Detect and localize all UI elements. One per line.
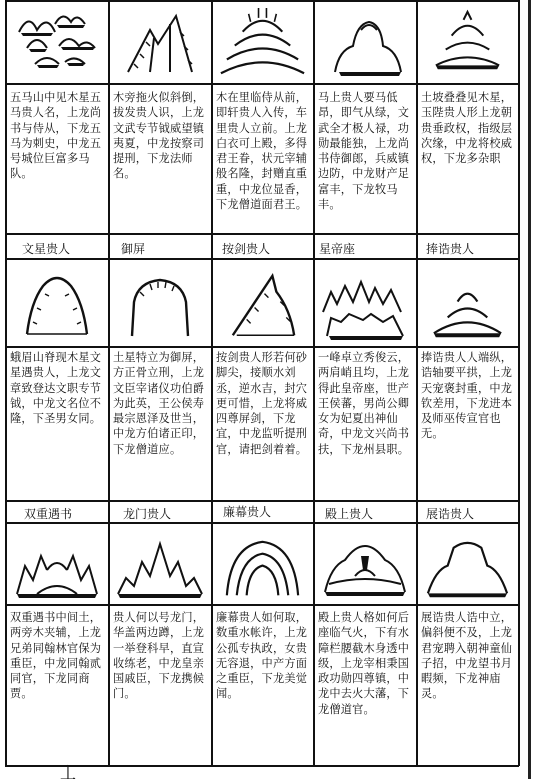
mountain-icon-wood-tiers bbox=[213, 2, 312, 82]
col-line-5 bbox=[518, 0, 520, 766]
row1-col4-text: 马上贵人要马低昂，即气从绿，文武全才极人禄，功勋最能独，上龙尚书侍御郎，兵威镇边防，中龙财产足富丰，下龙牧马丰。 bbox=[318, 91, 410, 212]
row3-col3-text: 廉幕贵人如何取，数重水帐许，上龙公孤专执政，女贵无容退，中产方面之重臣，下龙美觉闻。 bbox=[216, 611, 308, 701]
label-zhan-gao: 展诰贵人 bbox=[426, 507, 475, 521]
row2-col3-text: 按剑贵人形若何砂脚尖，接顺水刘丞，逆水吉，封穴更可惜，上龙将威四尊屏剑，下龙宜，中龙监听提刑官，请把剑着着。 bbox=[216, 351, 308, 456]
mountain-icon-wen-xing bbox=[7, 262, 107, 344]
mountain-icon-layered-slope bbox=[418, 2, 517, 82]
mountain-icon-lian-mu bbox=[213, 526, 312, 602]
row1-bottom-line bbox=[5, 233, 519, 235]
row3-col4-text: 殿上贵人格如何后座临气火，下有水障栏腰截木身透中级，上龙宰相秉国政功勋四尊镇，中龙中去火大藩，下龙僧道官。 bbox=[318, 611, 410, 716]
row1-image-text-divider bbox=[5, 83, 519, 85]
mountain-icon-long-men bbox=[110, 526, 210, 602]
frame-bottom-line bbox=[5, 765, 519, 767]
label-shuang-chong: 双重遇书 bbox=[24, 507, 73, 521]
mountain-icon-an-jian bbox=[213, 262, 312, 344]
label-peng-gao: 捧诰贵人 bbox=[426, 242, 475, 256]
page-edge-line bbox=[528, 0, 531, 779]
label-an-jian: 按剑贵人 bbox=[222, 242, 271, 256]
mountain-icon-shuang-chong bbox=[7, 526, 107, 602]
row2-col2-text: 土星特立为御屏，方正骨立刑，上龙文臣宰诸仪功伯爵为此英，王公侯寿最宗恩泽及世当，中龙方伯诸正印，下龙僧道应。 bbox=[113, 351, 205, 456]
row2-col5-text: 捧诰贵人人端纵，诰轴要平拱，上龙天宠褒封重，中龙钦差用，下龙进本及师巫传宣官也无。 bbox=[421, 351, 513, 441]
row3-col2-text: 贵人何以号龙门，华盖两边蹲，上龙一举登科早，直宣收练老，中龙皇亲国戚臣，下龙携候门。 bbox=[113, 611, 205, 701]
row2-bottom-line bbox=[5, 500, 519, 502]
row1-col1-text: 五马山中见木星五马贵人名，上龙尚书与侍从，下龙五马为刺史，中龙五号城位巨富多马队。 bbox=[10, 91, 102, 181]
col-line-2 bbox=[211, 0, 213, 766]
col-line-4 bbox=[416, 0, 418, 766]
row1-col5-text: 土坡叠叠见木星，玉陛贵人形上龙朝贵垂政权，指级层次缘，中龙将校威权，下龙多杂职 bbox=[421, 91, 513, 166]
col-line-1 bbox=[108, 0, 110, 766]
label-yu-ping: 御屏 bbox=[121, 242, 146, 256]
mountain-icon-dragging-fire bbox=[110, 2, 210, 82]
row2-col4-text: 一峰卓立秀俊云，两肩峭且均，上龙得此皇帝座，世产王侯蕃，男尚公卿女为妃夏出神仙奇，中龙文兴尚书扶，下龙州县职。 bbox=[318, 351, 410, 456]
label-wen-xing: 文星贵人 bbox=[22, 242, 71, 256]
mountain-icon-horse-noble bbox=[315, 2, 415, 82]
mountain-icon-xing-di-zuo bbox=[315, 262, 415, 344]
row2-label-divider bbox=[5, 258, 519, 260]
row1-col2-text: 木旁拖火似斜倒，拔发贵人识，上龙文武专节钺威望镇夷夏，中龙按察司提刑，下龙法师名。 bbox=[113, 91, 205, 181]
row1-col3-text: 木在里临侍从前，即轩贵人入传，车里贵人立前。上龙白衣可上殿，多得君王眷，状元宰辅般名隆，封赠直重重，中龙位显香，下龙僧道面君王。 bbox=[216, 91, 308, 212]
mountain-icon-zhan-gao bbox=[418, 526, 517, 602]
label-lian-mu: 廉幕贵人 bbox=[223, 505, 272, 519]
mountain-icon-five-horse bbox=[7, 2, 107, 82]
row3-image-text-divider bbox=[5, 604, 519, 606]
row3-label-divider bbox=[5, 522, 519, 524]
row2-image-text-divider bbox=[5, 346, 519, 348]
col-line-0 bbox=[5, 0, 7, 766]
row3-col5-text: 展诰贵人诰中立，偏斜便不及，上龙君宠聘入朝神童仙子招，中龙望书月暇频，下龙神庙灵。 bbox=[421, 611, 513, 701]
footer-mark: 丄 bbox=[60, 763, 77, 782]
label-long-men: 龙门贵人 bbox=[123, 507, 172, 521]
label-dian-shang: 殿上贵人 bbox=[325, 507, 374, 521]
label-xing-di-zuo: 星帝座 bbox=[319, 242, 356, 256]
mountain-icon-dian-shang bbox=[315, 526, 415, 602]
mountain-icon-yu-ping bbox=[110, 262, 210, 344]
row3-col1-text: 双重遇书中间土，两旁木夹辅，上龙兄弟同翰林官保为重臣，中龙同翰贰同官，下龙同商贾。 bbox=[10, 611, 102, 701]
row2-col1-text: 蛾眉山脊现木星文星遇贵人，上龙文章致登达文职专节钺，中龙文名位不隆，下圣男女同。 bbox=[10, 351, 102, 426]
col-line-3 bbox=[313, 0, 315, 766]
mountain-icon-peng-gao bbox=[418, 262, 517, 344]
